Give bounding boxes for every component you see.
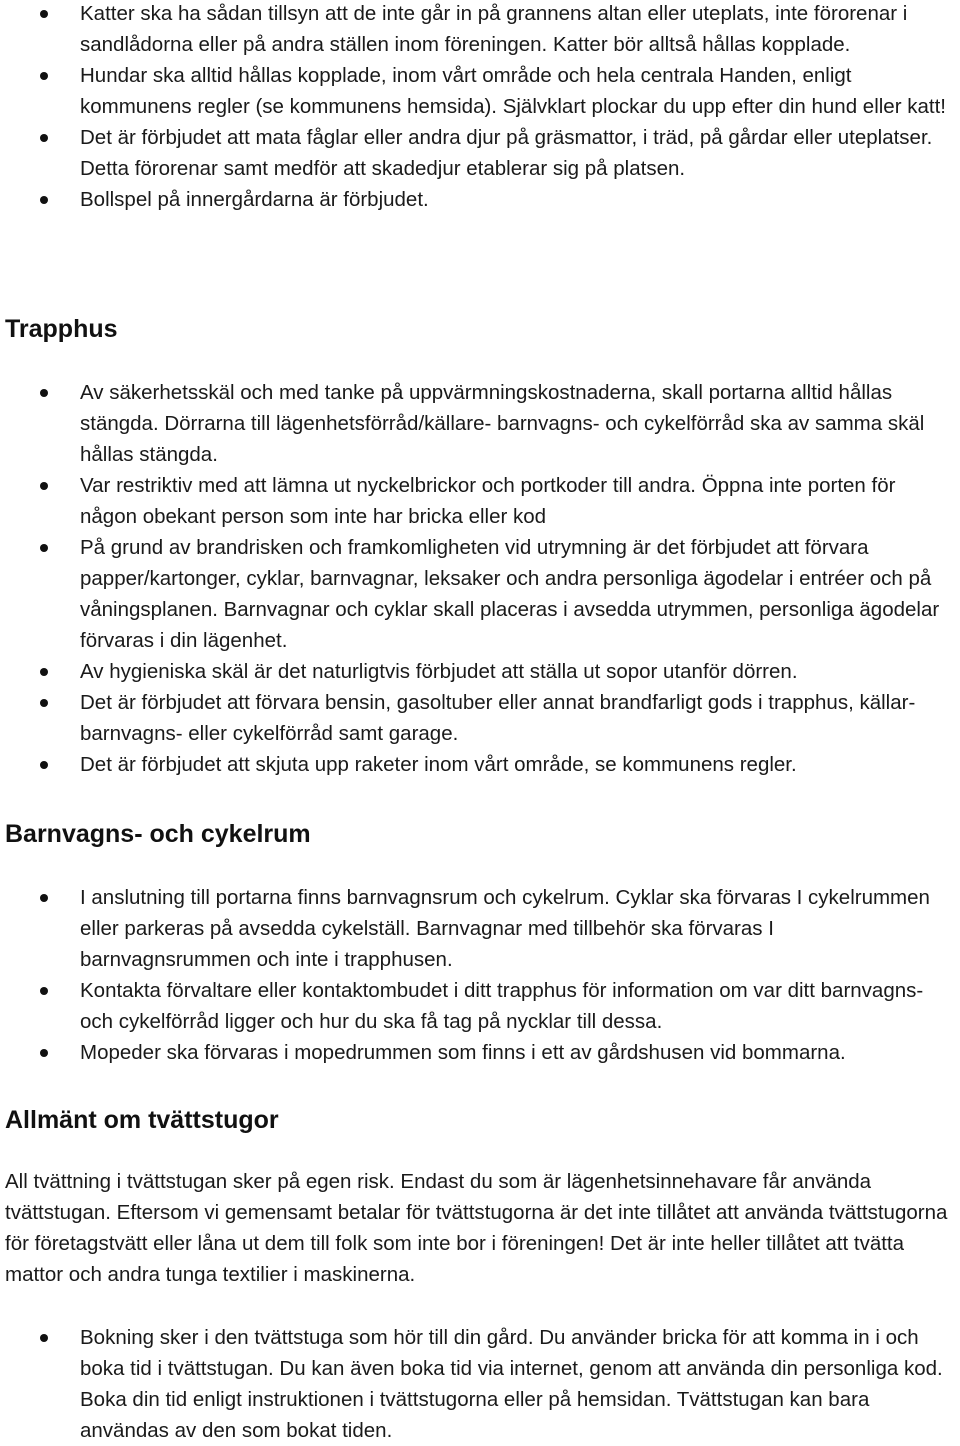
bullet-icon <box>40 668 48 676</box>
list-item-text: Av säkerhetsskäl och med tanke på uppvärmningskostnaderna, skall portarna alltid hållas stängda. Dörrarna till lägenhetsförråd/källare- barnvagns- och cykelförråd ska av samma skäl hållas stängda. <box>80 381 925 466</box>
list-item <box>0 532 960 656</box>
trapphus-rules-list <box>0 377 960 780</box>
section-heading-barnvagn: Barnvagns- och cykelrum <box>5 820 311 848</box>
bullet-icon <box>40 1334 48 1342</box>
list-item-text: Det är förbjudet att förvara bensin, gasoltuber eller annat brandfarligt gods i trapphus, källar- barnvagns- eller cykelförråd samt garage. <box>80 691 916 745</box>
list-item-text: Bollspel på innergårdarna är förbjudet. <box>80 188 429 211</box>
list-item <box>0 975 960 1037</box>
section-heading-trapphus: Trapphus <box>5 315 118 343</box>
list-item <box>0 749 960 780</box>
bullet-icon <box>40 544 48 552</box>
list-item <box>0 882 960 975</box>
list-item-text: Var restriktiv med att lämna ut nyckelbrickor och portkoder till andra. Öppna inte porten för någon obekant person som inte har bricka eller kod <box>80 474 896 528</box>
list-item <box>0 1322 960 1446</box>
list-item-text: I anslutning till portarna finns barnvagnsrum och cykelrum. Cyklar ska förvaras I cykelrummen eller parkeras på avsedda cykelställ. Barnvagnar med tillbehör ska förvaras I barnvagnsrummen och inte i trapphusen. <box>80 886 930 971</box>
list-item <box>0 184 960 215</box>
bullet-icon <box>40 894 48 902</box>
list-item-text: Bokning sker i den tvättstuga som hör till din gård. Du använder bricka för att komma in i och boka tid i tvättstugan. Du kan även boka tid via internet, genom att använda din personliga kod. Boka din tid enligt instruktionen i tvättstugorna eller på hemsidan. Tvättstugan kan bara användas av den som bokat tiden. <box>80 1326 943 1442</box>
list-item-text: Mopeder ska förvaras i mopedrummen som finns i ett av gårdshusen vid bommarna. <box>80 1041 846 1064</box>
bullet-icon <box>40 987 48 995</box>
list-item-text: Av hygieniska skäl är det naturligtvis förbjudet att ställa ut sopor utanför dörren. <box>80 660 798 683</box>
bullet-icon <box>40 699 48 707</box>
list-item <box>0 122 960 184</box>
list-item <box>0 377 960 470</box>
list-item-text: Hundar ska alltid hållas kopplade, inom vårt område och hela centrala Handen, enligt kommunens regler (se kommunens hemsida). Självklart plockar du upp efter din hund eller katt! <box>80 64 946 118</box>
tvattstugor-paragraph: All tvättning i tvättstugan sker på egen risk. Endast du som är lägenhetsinnehavare får använda tvättstugan. Eftersom vi gemensamt betalar för tvättstugorna är det inte tillåtet att använda tvättstugorna för företagstvätt eller låna ut dem till folk som inte bor i föreningen! Det är inte heller tillåtet att tvätta mattor och andra tunga textilier i maskinerna. <box>5 1170 948 1286</box>
list-item-text: Det är förbjudet att mata fåglar eller andra djur på gräsmattor, i träd, på gårdar eller uteplatser. Detta förorenar samt medför att skadedjur etablerar sig på platsen. <box>80 126 933 180</box>
list-item-text: Katter ska ha sådan tillsyn att de inte går in på grannens altan eller uteplats, inte förorenar i sandlådorna eller på andra ställen inom föreningen. Katter bör alltså hållas kopplade. <box>80 2 908 56</box>
list-item-text: Kontakta förvaltare eller kontaktombudet i ditt trapphus för information om var ditt barnvagns- och cykelförråd ligger och hur du ska få tag på nycklar till dessa. <box>80 979 924 1033</box>
section-heading-tvattstugor: Allmänt om tvättstugor <box>5 1106 279 1134</box>
list-item <box>0 60 960 122</box>
list-item <box>0 687 960 749</box>
list-item <box>0 656 960 687</box>
list-item <box>0 0 960 60</box>
bullet-icon <box>40 196 48 204</box>
bullet-icon <box>40 482 48 490</box>
tvattstugor-rules-list <box>0 1322 960 1446</box>
bullet-icon <box>40 134 48 142</box>
list-item <box>0 470 960 532</box>
bullet-icon <box>40 389 48 397</box>
bullet-icon <box>40 10 48 18</box>
bullet-icon <box>40 72 48 80</box>
intro-rules-list <box>0 0 960 215</box>
list-item-text: På grund av brandrisken och framkomligheten vid utrymning är det förbjudet att förvara papper/kartonger, cyklar, barnvagnar, leksaker och andra personliga ägodelar i entréer och på våningsplanen. Barnvagnar och cyklar skall placeras i avsedda utrymmen, personliga ägodelar förvaras i din lägenhet. <box>80 536 940 652</box>
bullet-icon <box>40 761 48 769</box>
list-item-text: Det är förbjudet att skjuta upp raketer inom vårt område, se kommunens regler. <box>80 753 797 776</box>
bullet-icon <box>40 1049 48 1057</box>
barnvagn-rules-list <box>0 882 960 1068</box>
list-item <box>0 1037 960 1068</box>
